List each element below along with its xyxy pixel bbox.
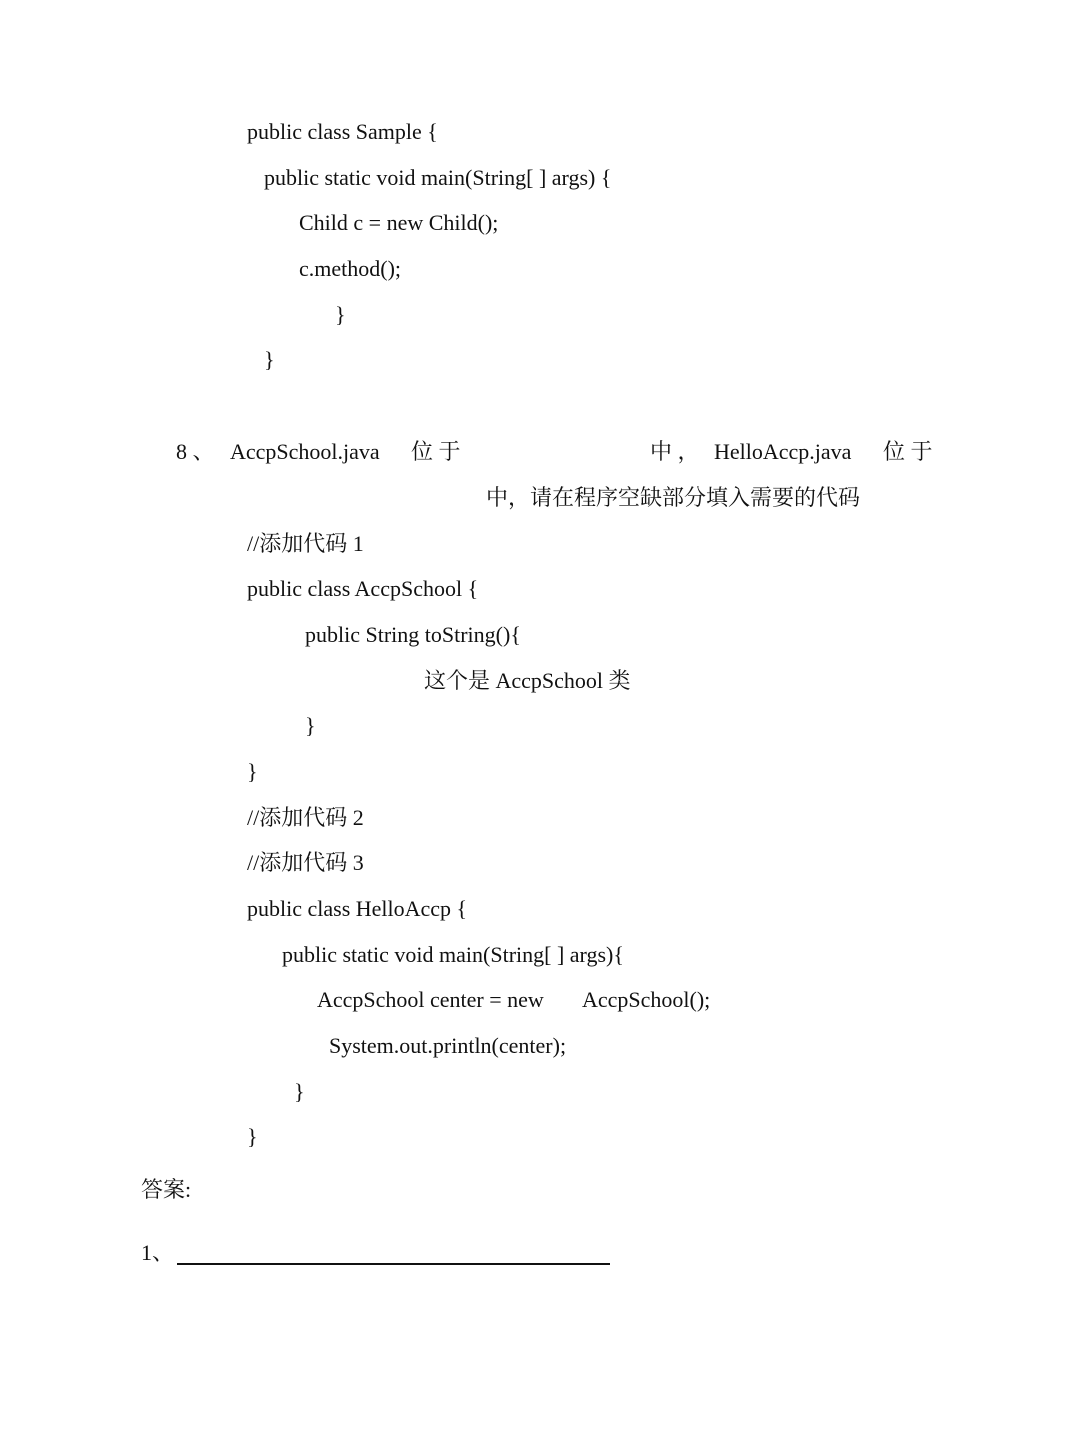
code-line: public class HelloAccp { bbox=[247, 896, 468, 921]
answer-number: 1、 bbox=[141, 1240, 175, 1265]
code-line: } bbox=[294, 1079, 305, 1104]
code-line: } bbox=[247, 1124, 258, 1149]
code-line: AccpSchool center = new bbox=[317, 987, 544, 1012]
question-text: 位 于 bbox=[883, 439, 933, 464]
code-comment: //添加代码 3 bbox=[247, 850, 364, 875]
question-text: 位 于 bbox=[411, 439, 461, 464]
answers-heading: 答案: bbox=[141, 1177, 192, 1202]
code-line: } bbox=[247, 759, 258, 784]
code-line: public class Sample { bbox=[247, 119, 438, 144]
question-text: 中 ， bbox=[650, 439, 700, 464]
code-line: c.method(); bbox=[299, 256, 402, 281]
code-line: public static void main(String[ ] args) { bbox=[264, 165, 612, 190]
question-number: 8 、 bbox=[176, 439, 215, 464]
code-line: 这个是 AccpSchool 类 bbox=[424, 668, 631, 693]
question-filename: AccpSchool.java bbox=[230, 439, 380, 464]
code-comment: //添加代码 2 bbox=[247, 805, 364, 830]
code-line: AccpSchool(); bbox=[582, 987, 711, 1012]
question-filename: HelloAccp.java bbox=[714, 439, 852, 464]
code-line: } bbox=[335, 302, 346, 327]
code-line: } bbox=[264, 347, 275, 372]
code-line: public String toString(){ bbox=[305, 622, 521, 647]
code-line: Child c = new Child(); bbox=[299, 210, 499, 235]
code-line: System.out.println(center); bbox=[329, 1033, 567, 1058]
answer-blank-line bbox=[177, 1263, 610, 1265]
question-text: 中，请在程序空缺部分填入需要的代码 bbox=[486, 485, 861, 510]
code-line: } bbox=[305, 713, 316, 738]
code-comment: //添加代码 1 bbox=[247, 531, 364, 556]
code-line: public class AccpSchool { bbox=[247, 576, 479, 601]
code-line: public static void main(String[ ] args){ bbox=[282, 942, 624, 967]
